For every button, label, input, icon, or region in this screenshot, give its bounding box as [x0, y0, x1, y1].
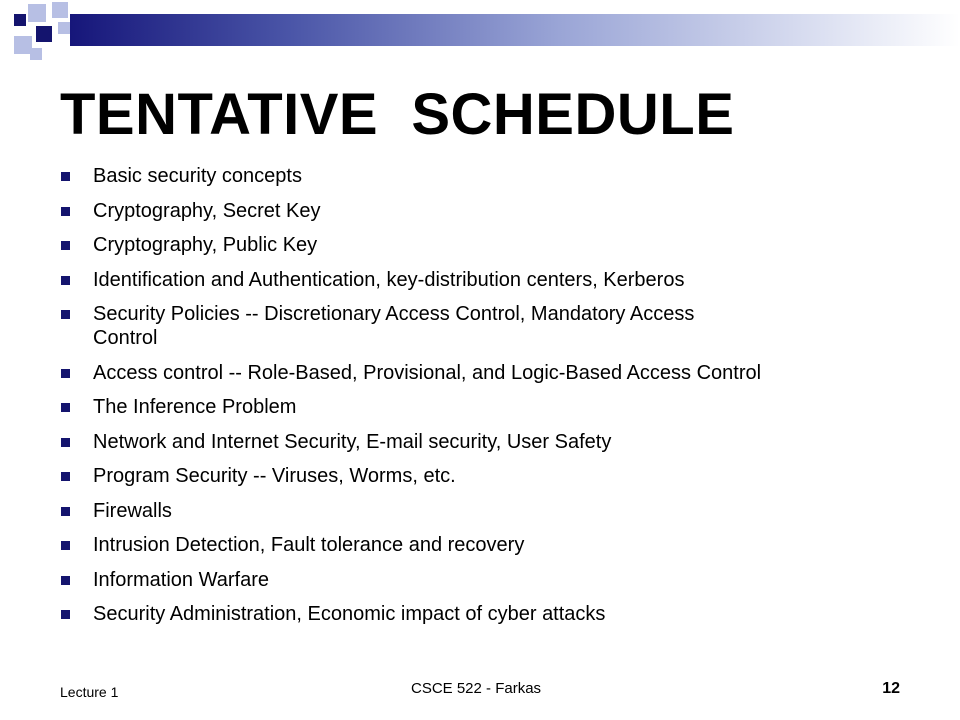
bullet-text: Cryptography, Secret Key [93, 199, 321, 222]
header-square-3 [52, 2, 68, 18]
header-gradient-bar [70, 14, 960, 46]
square-bullet-icon [61, 369, 70, 378]
bullet-text: Firewalls [93, 499, 172, 522]
bullet-item [60, 430, 920, 454]
slide-title: TENTATIVE SCHEDULE [60, 82, 735, 147]
bullet-item [60, 268, 920, 292]
bullet-text: Information Warfare [93, 568, 269, 591]
bullet-text: Identification and Authentication, key-distribution centers, Kerberos [93, 268, 685, 291]
header-square-1 [14, 14, 26, 26]
bullet-item [60, 464, 920, 488]
bullet-item [60, 233, 920, 257]
square-bullet-icon [61, 172, 70, 181]
bullet-item [60, 361, 920, 385]
header-square-4 [36, 26, 52, 42]
bullet-item [60, 302, 920, 350]
bullet-text: Control [93, 327, 158, 349]
bullet-item [60, 395, 920, 419]
square-bullet-icon [61, 438, 70, 447]
bullet-text: Intrusion Detection, Fault tolerance and recovery [93, 534, 525, 556]
bullet-item [60, 499, 920, 523]
bullet-text: Security Policies -- Discretionary Access Control, Mandatory Access [93, 303, 695, 325]
square-bullet-icon [61, 403, 70, 412]
square-bullet-icon [61, 241, 70, 250]
footer-course: CSCE 522 - Farkas [411, 680, 542, 697]
square-bullet-icon [61, 276, 70, 285]
square-bullet-icon [61, 207, 70, 216]
square-bullet-icon [61, 472, 70, 481]
square-bullet-icon [61, 610, 70, 619]
header-square-7 [30, 48, 42, 60]
bullet-list [60, 164, 920, 637]
bullet-text: Program Security -- Viruses, Worms, etc. [93, 465, 456, 487]
square-bullet-icon [61, 541, 70, 550]
bullet-text: Security Administration, Economic impact of cyber attacks [93, 603, 606, 625]
bullet-item [60, 199, 920, 223]
bullet-text: Cryptography, Public Key [93, 234, 318, 256]
bullet-text: Access control -- Role-Based, Provisional, and Logic-Based Access Control [93, 361, 762, 384]
header-square-6 [58, 22, 70, 34]
bullet-item [60, 568, 920, 592]
bullet-text: Network and Internet Security, E-mail security, User Safety [93, 430, 612, 453]
square-bullet-icon [61, 310, 70, 319]
bullet-text: The Inference Problem [93, 396, 297, 418]
header-square-2 [28, 4, 46, 22]
bullet-item [60, 164, 920, 188]
square-bullet-icon [61, 576, 70, 585]
bullet-item [60, 533, 920, 557]
square-bullet-icon [61, 507, 70, 516]
page-number: 12 [882, 680, 900, 697]
bullet-text: Basic security concepts [93, 165, 302, 187]
footer-lecture: Lecture 1 [60, 684, 119, 700]
bullet-item [60, 602, 920, 626]
